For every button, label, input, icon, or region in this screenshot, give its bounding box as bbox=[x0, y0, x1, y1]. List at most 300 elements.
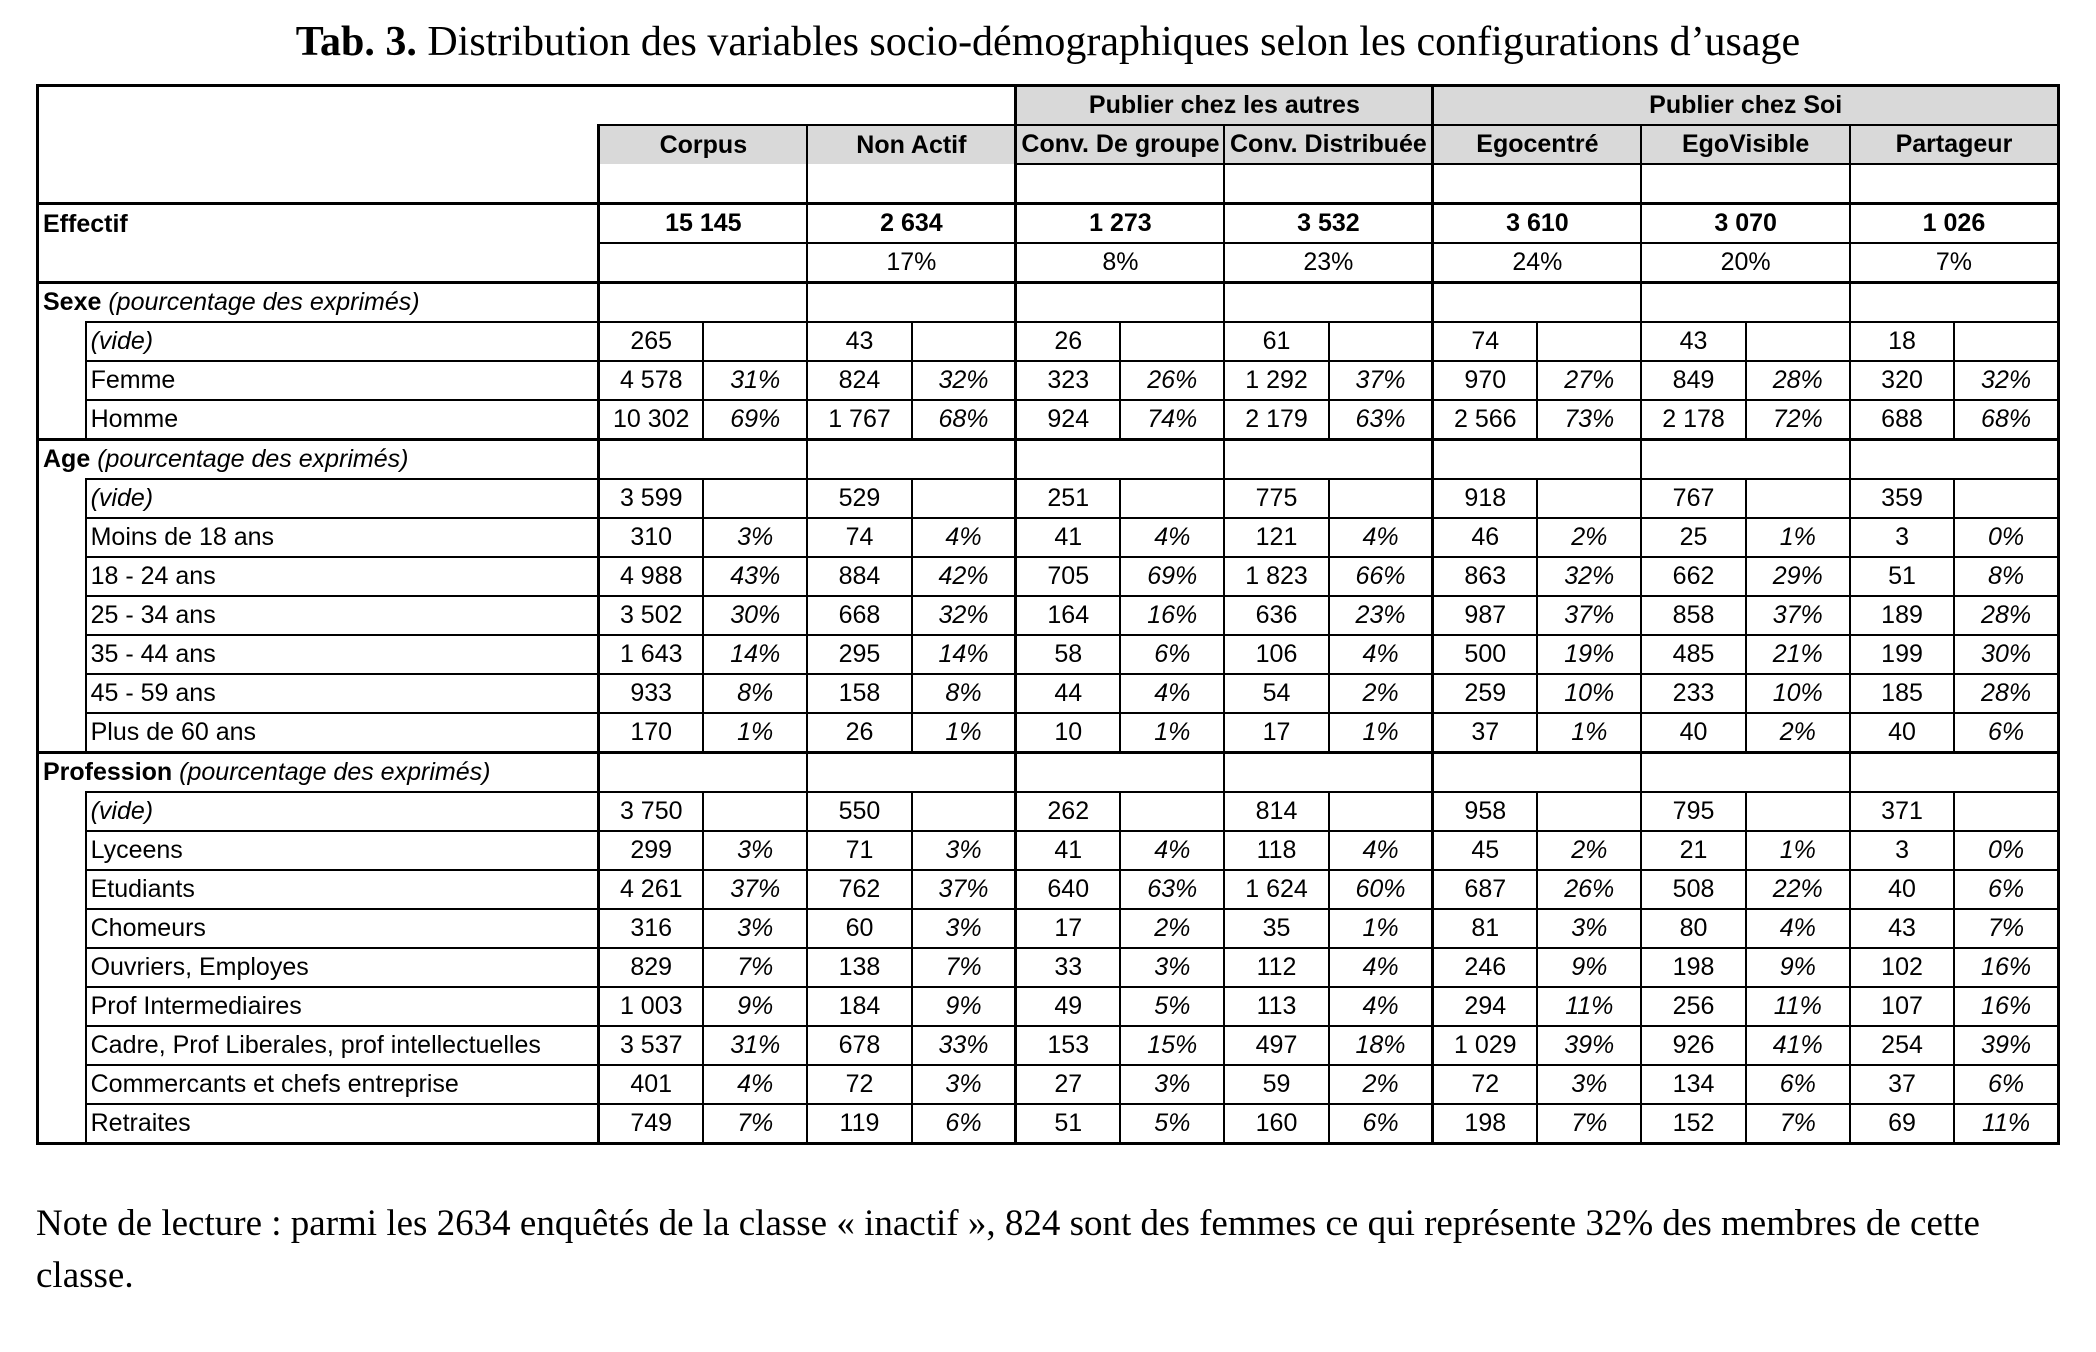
row-label: Retraites bbox=[86, 1104, 599, 1144]
effectif-count: 1 273 bbox=[1016, 204, 1225, 244]
table-row bbox=[38, 870, 2059, 909]
count-cell: 81 bbox=[1433, 909, 1537, 948]
count-cell: 74 bbox=[807, 518, 911, 557]
percent-cell: 2% bbox=[1537, 518, 1641, 557]
percent-cell: 39% bbox=[1537, 1026, 1641, 1065]
percent-cell: 69% bbox=[1120, 557, 1224, 596]
effectif-row bbox=[38, 204, 2059, 244]
count-cell: 60 bbox=[807, 909, 911, 948]
section-blank-cell bbox=[1641, 753, 1850, 793]
percent-cell: 15% bbox=[1120, 1026, 1224, 1065]
percent-cell: 23% bbox=[1329, 596, 1433, 635]
percent-cell: 73% bbox=[1537, 400, 1641, 440]
count-cell: 61 bbox=[1224, 322, 1328, 361]
count-cell: 4 578 bbox=[599, 361, 703, 400]
count-cell: 256 bbox=[1641, 987, 1745, 1026]
percent-cell: 69% bbox=[703, 400, 807, 440]
class-header: Conv. De groupe bbox=[1016, 125, 1225, 164]
count-cell: 1 029 bbox=[1433, 1026, 1537, 1065]
effectif-share: 24% bbox=[1433, 243, 1642, 283]
header-class-row bbox=[38, 125, 2059, 164]
section-blank-cell bbox=[1641, 440, 1850, 480]
count-cell: 170 bbox=[599, 713, 703, 753]
percent-cell: 9% bbox=[912, 987, 1016, 1026]
percent-cell: 3% bbox=[912, 831, 1016, 870]
table-row bbox=[38, 518, 2059, 557]
effectif-count: 3 070 bbox=[1641, 204, 1850, 244]
table-row bbox=[38, 361, 2059, 400]
count-cell: 35 bbox=[1224, 909, 1328, 948]
row-label: Lyceens bbox=[86, 831, 599, 870]
section-blank-cell bbox=[1016, 283, 1225, 323]
effectif-count: 3 610 bbox=[1433, 204, 1642, 244]
section-subtitle: (pourcentage des exprimés) bbox=[179, 758, 491, 786]
percent-cell: 32% bbox=[912, 361, 1016, 400]
count-cell: 246 bbox=[1433, 948, 1537, 987]
percent-cell: 14% bbox=[703, 635, 807, 674]
table-row bbox=[38, 674, 2059, 713]
percent-cell: 4% bbox=[1120, 518, 1224, 557]
count-cell: 636 bbox=[1224, 596, 1328, 635]
percent-cell: 1% bbox=[703, 713, 807, 753]
percent-cell: 5% bbox=[1120, 1104, 1224, 1144]
percent-cell bbox=[912, 479, 1016, 518]
percent-cell: 32% bbox=[912, 596, 1016, 635]
group-header-publier-autres: Publier chez les autres bbox=[1016, 86, 1433, 126]
percent-cell: 27% bbox=[1537, 361, 1641, 400]
percent-cell bbox=[912, 792, 1016, 831]
count-cell: 153 bbox=[1016, 1026, 1120, 1065]
percent-cell: 4% bbox=[1329, 518, 1433, 557]
percent-cell: 14% bbox=[912, 635, 1016, 674]
table-row bbox=[38, 831, 2059, 870]
row-label: Cadre, Prof Liberales, prof intellectuelles bbox=[86, 1026, 599, 1065]
section-blank-cell bbox=[1641, 283, 1850, 323]
section-blank-cell bbox=[599, 283, 808, 323]
count-cell: 160 bbox=[1224, 1104, 1328, 1144]
percent-cell: 4% bbox=[1329, 987, 1433, 1026]
indent-cell bbox=[38, 518, 86, 557]
effectif-count: 15 145 bbox=[599, 204, 808, 244]
indent-cell bbox=[38, 713, 86, 753]
percent-cell: 3% bbox=[1537, 1065, 1641, 1104]
count-cell: 1 003 bbox=[599, 987, 703, 1026]
row-label: 25 - 34 ans bbox=[86, 596, 599, 635]
row-label: (vide) bbox=[86, 792, 599, 831]
count-cell: 924 bbox=[1016, 400, 1120, 440]
count-cell: 37 bbox=[1850, 1065, 1954, 1104]
count-cell: 138 bbox=[807, 948, 911, 987]
percent-cell: 9% bbox=[1746, 948, 1850, 987]
percent-cell: 6% bbox=[1746, 1065, 1850, 1104]
count-cell: 26 bbox=[1016, 322, 1120, 361]
count-cell: 3 bbox=[1850, 518, 1954, 557]
spacer-cell bbox=[599, 164, 808, 204]
percent-cell: 16% bbox=[1120, 596, 1224, 635]
count-cell: 550 bbox=[807, 792, 911, 831]
percent-cell: 6% bbox=[1120, 635, 1224, 674]
percent-cell bbox=[1329, 322, 1433, 361]
percent-cell: 18% bbox=[1329, 1026, 1433, 1065]
count-cell: 299 bbox=[599, 831, 703, 870]
percent-cell: 10% bbox=[1746, 674, 1850, 713]
count-cell: 233 bbox=[1641, 674, 1745, 713]
table-row bbox=[38, 635, 2059, 674]
percent-cell: 0% bbox=[1954, 831, 2058, 870]
percent-cell: 21% bbox=[1746, 635, 1850, 674]
percent-cell: 30% bbox=[1954, 635, 2058, 674]
percent-cell: 4% bbox=[1120, 831, 1224, 870]
percent-cell: 2% bbox=[1537, 831, 1641, 870]
count-cell: 4 261 bbox=[599, 870, 703, 909]
count-cell: 118 bbox=[1224, 831, 1328, 870]
count-cell: 69 bbox=[1850, 1104, 1954, 1144]
row-label: 45 - 59 ans bbox=[86, 674, 599, 713]
count-cell: 3 502 bbox=[599, 596, 703, 635]
effectif-count: 2 634 bbox=[807, 204, 1016, 244]
percent-cell: 9% bbox=[1537, 948, 1641, 987]
indent-cell bbox=[38, 870, 86, 909]
percent-cell bbox=[703, 792, 807, 831]
percent-cell: 29% bbox=[1746, 557, 1850, 596]
count-cell: 102 bbox=[1850, 948, 1954, 987]
effectif-label: Effectif bbox=[38, 204, 599, 244]
count-cell: 26 bbox=[807, 713, 911, 753]
count-cell: 320 bbox=[1850, 361, 1954, 400]
indent-cell bbox=[38, 674, 86, 713]
row-label: Chomeurs bbox=[86, 909, 599, 948]
count-cell: 500 bbox=[1433, 635, 1537, 674]
count-cell: 112 bbox=[1224, 948, 1328, 987]
effectif-share: 23% bbox=[1224, 243, 1433, 283]
count-cell: 54 bbox=[1224, 674, 1328, 713]
effectif-count: 3 532 bbox=[1224, 204, 1433, 244]
percent-cell: 9% bbox=[703, 987, 807, 1026]
section-blank-cell bbox=[807, 753, 1016, 793]
percent-cell: 3% bbox=[1537, 909, 1641, 948]
count-cell: 849 bbox=[1641, 361, 1745, 400]
percent-cell: 6% bbox=[912, 1104, 1016, 1144]
row-label: Moins de 18 ans bbox=[86, 518, 599, 557]
percent-cell: 68% bbox=[1954, 400, 2058, 440]
count-cell: 295 bbox=[807, 635, 911, 674]
row-label: (vide) bbox=[86, 322, 599, 361]
indent-cell bbox=[38, 1026, 86, 1065]
spacer-cell bbox=[1224, 164, 1433, 204]
indent-cell bbox=[38, 557, 86, 596]
count-cell: 795 bbox=[1641, 792, 1745, 831]
percent-cell: 1% bbox=[1746, 831, 1850, 870]
effectif-share: 20% bbox=[1641, 243, 1850, 283]
count-cell: 119 bbox=[807, 1104, 911, 1144]
count-cell: 74 bbox=[1433, 322, 1537, 361]
count-cell: 970 bbox=[1433, 361, 1537, 400]
count-cell: 371 bbox=[1850, 792, 1954, 831]
percent-cell bbox=[1746, 322, 1850, 361]
percent-cell: 37% bbox=[1537, 596, 1641, 635]
count-cell: 41 bbox=[1016, 518, 1120, 557]
header-spacer-row bbox=[38, 164, 2059, 204]
count-cell: 113 bbox=[1224, 987, 1328, 1026]
count-cell: 1 643 bbox=[599, 635, 703, 674]
percent-cell bbox=[1954, 479, 2058, 518]
table-row bbox=[38, 400, 2059, 440]
section-blank-cell bbox=[599, 440, 808, 480]
indent-cell bbox=[38, 1065, 86, 1104]
percent-cell: 2% bbox=[1329, 674, 1433, 713]
percent-cell: 68% bbox=[912, 400, 1016, 440]
count-cell: 37 bbox=[1433, 713, 1537, 753]
count-cell: 824 bbox=[807, 361, 911, 400]
section-blank-cell bbox=[807, 440, 1016, 480]
count-cell: 829 bbox=[599, 948, 703, 987]
percent-cell: 39% bbox=[1954, 1026, 2058, 1065]
table-row bbox=[38, 479, 2059, 518]
percent-cell: 6% bbox=[1954, 870, 2058, 909]
table-row bbox=[38, 1104, 2059, 1144]
percent-cell: 37% bbox=[703, 870, 807, 909]
row-label: (vide) bbox=[86, 479, 599, 518]
count-cell: 262 bbox=[1016, 792, 1120, 831]
percent-cell: 0% bbox=[1954, 518, 2058, 557]
class-header: EgoVisible bbox=[1641, 125, 1850, 164]
row-label: Homme bbox=[86, 400, 599, 440]
percent-cell: 3% bbox=[912, 1065, 1016, 1104]
indent-cell bbox=[38, 1104, 86, 1144]
table-row bbox=[38, 792, 2059, 831]
percent-cell: 4% bbox=[1329, 948, 1433, 987]
count-cell: 21 bbox=[1641, 831, 1745, 870]
class-header: Non Actif bbox=[807, 125, 1016, 164]
count-cell: 2 179 bbox=[1224, 400, 1328, 440]
percent-cell: 41% bbox=[1746, 1026, 1850, 1065]
group-header-publier-soi: Publier chez Soi bbox=[1433, 86, 2059, 126]
percent-cell: 28% bbox=[1954, 674, 2058, 713]
count-cell: 43 bbox=[807, 322, 911, 361]
table-caption bbox=[0, 18, 2096, 66]
section-blank-cell bbox=[1433, 753, 1642, 793]
section-blank-cell bbox=[1224, 753, 1433, 793]
spacer-cell bbox=[38, 164, 599, 204]
percent-cell: 32% bbox=[1954, 361, 2058, 400]
row-label: Ouvriers, Employes bbox=[86, 948, 599, 987]
percent-cell: 63% bbox=[1329, 400, 1433, 440]
effectif-share: 8% bbox=[1016, 243, 1225, 283]
percent-cell: 28% bbox=[1954, 596, 2058, 635]
count-cell: 199 bbox=[1850, 635, 1954, 674]
count-cell: 254 bbox=[1850, 1026, 1954, 1065]
percent-cell: 7% bbox=[1746, 1104, 1850, 1144]
table-row bbox=[38, 557, 2059, 596]
percent-cell: 7% bbox=[703, 948, 807, 987]
count-cell: 310 bbox=[599, 518, 703, 557]
percent-cell: 37% bbox=[912, 870, 1016, 909]
percent-cell: 7% bbox=[912, 948, 1016, 987]
count-cell: 767 bbox=[1641, 479, 1745, 518]
percent-cell: 1% bbox=[912, 713, 1016, 753]
percent-cell bbox=[1746, 479, 1850, 518]
percent-cell: 37% bbox=[1746, 596, 1850, 635]
count-cell: 662 bbox=[1641, 557, 1745, 596]
count-cell: 678 bbox=[807, 1026, 911, 1065]
percent-cell: 4% bbox=[1120, 674, 1224, 713]
count-cell: 17 bbox=[1224, 713, 1328, 753]
spacer-cell bbox=[1433, 164, 1642, 204]
indent-cell bbox=[38, 792, 86, 831]
count-cell: 43 bbox=[1850, 909, 1954, 948]
indent-cell bbox=[38, 400, 86, 440]
table-row bbox=[38, 713, 2059, 753]
percent-cell bbox=[912, 322, 1016, 361]
count-cell: 164 bbox=[1016, 596, 1120, 635]
indent-cell bbox=[38, 635, 86, 674]
count-cell: 33 bbox=[1016, 948, 1120, 987]
percent-cell: 33% bbox=[912, 1026, 1016, 1065]
count-cell: 72 bbox=[807, 1065, 911, 1104]
indent-cell bbox=[38, 479, 86, 518]
effectif-share-row bbox=[38, 243, 2059, 283]
count-cell: 1 767 bbox=[807, 400, 911, 440]
percent-cell: 8% bbox=[912, 674, 1016, 713]
row-label: Etudiants bbox=[86, 870, 599, 909]
percent-cell: 11% bbox=[1746, 987, 1850, 1026]
class-header: Partageur bbox=[1850, 125, 2059, 164]
percent-cell: 6% bbox=[1329, 1104, 1433, 1144]
count-cell: 926 bbox=[1641, 1026, 1745, 1065]
section-title bbox=[38, 283, 599, 323]
section-blank-cell bbox=[1016, 753, 1225, 793]
percent-cell: 7% bbox=[1954, 909, 2058, 948]
percent-cell bbox=[1746, 792, 1850, 831]
effectif-share: 7% bbox=[1850, 243, 2059, 283]
percent-cell: 3% bbox=[1120, 1065, 1224, 1104]
count-cell: 107 bbox=[1850, 987, 1954, 1026]
count-cell: 10 bbox=[1016, 713, 1120, 753]
section-subtitle: (pourcentage des exprimés) bbox=[108, 288, 420, 316]
count-cell: 323 bbox=[1016, 361, 1120, 400]
percent-cell: 7% bbox=[1537, 1104, 1641, 1144]
percent-cell: 1% bbox=[1537, 713, 1641, 753]
count-cell: 863 bbox=[1433, 557, 1537, 596]
count-cell: 775 bbox=[1224, 479, 1328, 518]
count-cell: 688 bbox=[1850, 400, 1954, 440]
count-cell: 858 bbox=[1641, 596, 1745, 635]
count-cell: 987 bbox=[1433, 596, 1537, 635]
row-label: Prof Intermediaires bbox=[86, 987, 599, 1026]
percent-cell bbox=[703, 322, 807, 361]
percent-cell bbox=[1954, 792, 2058, 831]
count-cell: 58 bbox=[1016, 635, 1120, 674]
table-row bbox=[38, 909, 2059, 948]
count-cell: 10 302 bbox=[599, 400, 703, 440]
indent-cell bbox=[38, 948, 86, 987]
indent-cell bbox=[38, 322, 86, 361]
percent-cell: 30% bbox=[703, 596, 807, 635]
percent-cell: 28% bbox=[1746, 361, 1850, 400]
section-blank-cell bbox=[1433, 440, 1642, 480]
count-cell: 27 bbox=[1016, 1065, 1120, 1104]
count-cell: 44 bbox=[1016, 674, 1120, 713]
table-row bbox=[38, 322, 2059, 361]
percent-cell: 63% bbox=[1120, 870, 1224, 909]
count-cell: 17 bbox=[1016, 909, 1120, 948]
percent-cell: 2% bbox=[1746, 713, 1850, 753]
percent-cell: 3% bbox=[912, 909, 1016, 948]
percent-cell: 72% bbox=[1746, 400, 1850, 440]
percent-cell: 66% bbox=[1329, 557, 1433, 596]
section-title bbox=[38, 440, 599, 480]
percent-cell: 31% bbox=[703, 361, 807, 400]
percent-cell: 1% bbox=[1120, 713, 1224, 753]
count-cell: 918 bbox=[1433, 479, 1537, 518]
spacer-cell bbox=[1641, 164, 1850, 204]
section-name: Profession bbox=[43, 758, 173, 786]
section-title bbox=[38, 753, 599, 793]
section-blank-cell bbox=[1433, 283, 1642, 323]
count-cell: 705 bbox=[1016, 557, 1120, 596]
percent-cell bbox=[1329, 792, 1433, 831]
class-header: Egocentré bbox=[1433, 125, 1642, 164]
count-cell: 251 bbox=[1016, 479, 1120, 518]
table-row bbox=[38, 596, 2059, 635]
percent-cell: 4% bbox=[703, 1065, 807, 1104]
count-cell: 184 bbox=[807, 987, 911, 1026]
count-cell: 3 537 bbox=[599, 1026, 703, 1065]
table-row bbox=[38, 948, 2059, 987]
percent-cell: 10% bbox=[1537, 674, 1641, 713]
percent-cell: 2% bbox=[1120, 909, 1224, 948]
count-cell: 59 bbox=[1224, 1065, 1328, 1104]
count-cell: 185 bbox=[1850, 674, 1954, 713]
reading-note: Note de lecture : parmi les 2634 enquêtés de la classe « inactif », 824 sont des femmes ce qui représente 32% des membres de cette classe. bbox=[36, 1203, 1980, 1296]
count-cell: 189 bbox=[1850, 596, 1954, 635]
header-group-row bbox=[38, 86, 2059, 126]
count-cell: 72 bbox=[1433, 1065, 1537, 1104]
count-cell: 497 bbox=[1224, 1026, 1328, 1065]
count-cell: 46 bbox=[1433, 518, 1537, 557]
data-table bbox=[36, 84, 2060, 1145]
count-cell: 508 bbox=[1641, 870, 1745, 909]
spacer-cell bbox=[1016, 164, 1225, 204]
percent-cell: 3% bbox=[1120, 948, 1224, 987]
count-cell: 25 bbox=[1641, 518, 1745, 557]
count-cell: 933 bbox=[599, 674, 703, 713]
count-cell: 40 bbox=[1850, 713, 1954, 753]
percent-cell: 11% bbox=[1954, 1104, 2058, 1144]
table-title: Distribution des variables socio-démographiques selon les configurations d’usage bbox=[427, 19, 1801, 65]
row-label: 18 - 24 ans bbox=[86, 557, 599, 596]
row-label: Femme bbox=[86, 361, 599, 400]
table-number: Tab. 3. bbox=[295, 19, 417, 65]
row-label: Plus de 60 ans bbox=[86, 713, 599, 753]
indent-cell bbox=[38, 987, 86, 1026]
count-cell: 884 bbox=[807, 557, 911, 596]
percent-cell: 16% bbox=[1954, 987, 2058, 1026]
count-cell: 749 bbox=[599, 1104, 703, 1144]
percent-cell bbox=[1120, 792, 1224, 831]
count-cell: 485 bbox=[1641, 635, 1745, 674]
spacer-cell bbox=[1850, 164, 2059, 204]
count-cell: 158 bbox=[807, 674, 911, 713]
count-cell: 762 bbox=[807, 870, 911, 909]
percent-cell bbox=[1329, 479, 1433, 518]
header-corner-cell bbox=[38, 86, 1016, 126]
count-cell: 121 bbox=[1224, 518, 1328, 557]
percent-cell: 22% bbox=[1746, 870, 1850, 909]
percent-cell: 8% bbox=[1954, 557, 2058, 596]
percent-cell: 6% bbox=[1954, 1065, 2058, 1104]
row-label: 35 - 44 ans bbox=[86, 635, 599, 674]
